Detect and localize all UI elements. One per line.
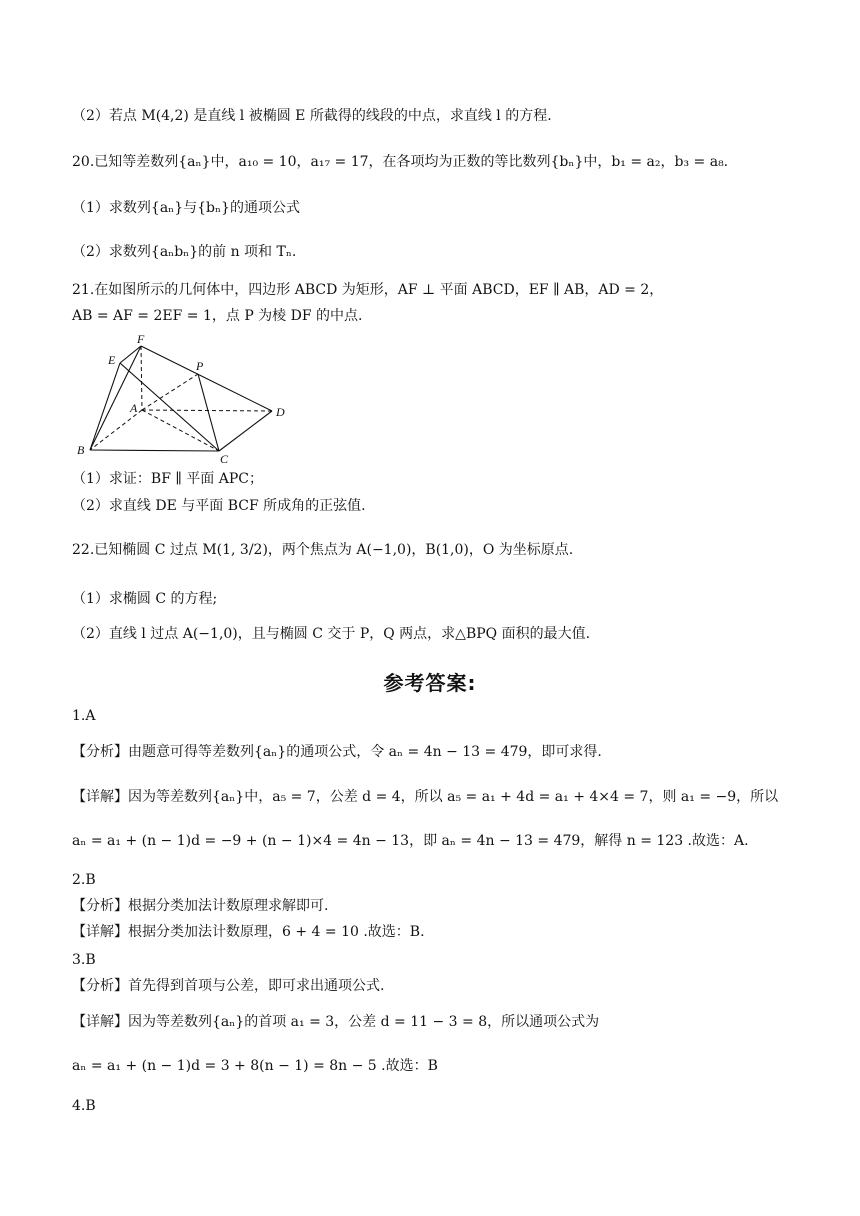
answer-3-detail-line2: aₙ = a₁ + (n − 1)d = 3 + 8(n − 1) = 8n − 5 .故选：B [72, 1058, 438, 1074]
q22-part1: （1）求椭圆 C 的方程; [72, 591, 218, 607]
answer-2-analysis: 【分析】根据分类加法计数原理求解即可. [72, 898, 329, 914]
label-B: B [77, 443, 85, 457]
q20-stem: 20.已知等差数列{aₙ}中，a₁₀ = 10，a₁₇ = 17，在各项均为正数的等比数列{bₙ}中，b₁ = a₂，b₃ = a₈. [72, 154, 729, 170]
answer-1: 1.A [72, 708, 96, 724]
answer-2-detail: 【详解】根据分类加法计数原理，6 + 4 = 10 .故选：B. [72, 924, 425, 940]
answer-1-detail-line2: aₙ = a₁ + (n − 1)d = −9 + (n − 1)×4 = 4n − 13，即 aₙ = 4n − 13 = 479，解得 n = 123 .故选：A. [72, 833, 749, 849]
edge-PC [198, 374, 219, 451]
edge-AD-hidden [142, 410, 272, 411]
q21-stem-line1: 21.在如图所示的几何体中，四边形 ABCD 为矩形，AF ⊥ 平面 ABCD，EF ∥ AB，AD = 2， [72, 282, 664, 298]
answer-1-detail-line1: 【详解】因为等差数列{aₙ}中，a₅ = 7，公差 d = 4，所以 a₅ = a₁ + 4d = a₁ + 4×4 = 7，则 a₁ = −9，所以 [72, 789, 779, 805]
answer-1-analysis: 【分析】由题意可得等差数列{aₙ}的通项公式，令 aₙ = 4n − 13 = 479，即可求得. [72, 744, 602, 760]
q21-stem-line2: AB = AF = 2EF = 1，点 P 为棱 DF 的中点. [72, 308, 363, 324]
label-P: P [196, 359, 204, 373]
edge-AP-hidden [142, 374, 198, 410]
q19-part2: （2）若点 M(4,2) 是直线 l 被椭圆 E 所截得的线段的中点，求直线 l 的方程. [72, 108, 552, 124]
q21-part2: （2）求直线 DE 与平面 BCF 所成角的正弦值. [72, 498, 366, 514]
answers-title: 参考答案: [383, 671, 477, 695]
edge-FB [90, 346, 141, 450]
geometry-figure [72, 328, 292, 468]
answer-3-analysis: 【分析】首先得到首项与公差，即可求出通项公式. [72, 978, 385, 994]
answer-2: 2.B [72, 872, 96, 888]
edge-AB-hidden [90, 410, 142, 450]
edge-FA-hidden [141, 346, 142, 410]
edge-FE [120, 346, 141, 363]
edge-BC [90, 450, 219, 451]
q22-stem: 22.已知椭圆 C 过点 M(1, 3/2)，两个焦点为 A(−1,0)，B(1,0)，O 为坐标原点. [72, 542, 574, 558]
q20-part2: （2）求数列{aₙbₙ}的前 n 项和 Tₙ. [72, 244, 297, 260]
answer-4: 4.B [72, 1098, 96, 1114]
q21-part1: （1）求证：BF ∥ 平面 APC； [72, 471, 263, 487]
edge-FD [141, 346, 272, 411]
label-D: D [276, 405, 285, 419]
label-C: C [220, 452, 229, 466]
answer-3-detail-line1: 【详解】因为等差数列{aₙ}的首项 a₁ = 3，公差 d = 11 − 3 = 8，所以通项公式为 [72, 1014, 600, 1030]
edge-CD [219, 411, 272, 451]
label-A: A [130, 401, 138, 415]
label-E: E [108, 353, 116, 367]
answer-3: 3.B [72, 952, 96, 968]
edge-EB [90, 363, 120, 450]
q20-part1: （1）求数列{aₙ}与{bₙ}的通项公式 [72, 200, 300, 216]
label-F: F [137, 332, 145, 346]
q22-part2: （2）直线 l 过点 A(−1,0)，且与椭圆 C 交于 P，Q 两点，求△BPQ 面积的最大值. [72, 626, 591, 642]
